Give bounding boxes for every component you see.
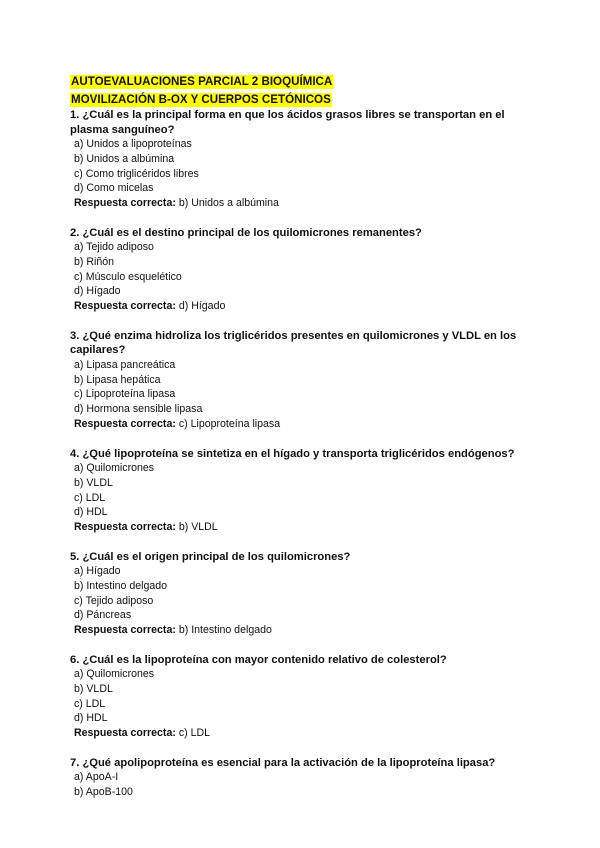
- answer-value: b) VLDL: [178, 520, 218, 533]
- option-b: b) ApoB-100: [74, 786, 133, 799]
- question-text: 3. ¿Qué enzima hidroliza los triglicéridos presentes en quilomicrones y VLDL en los capilares?: [70, 329, 517, 357]
- option-c: c) LDL: [74, 491, 106, 504]
- correct-answer: [74, 520, 540, 535]
- correct-answer: [74, 623, 540, 638]
- option-b: b) Intestino delgado: [74, 579, 168, 592]
- option-d: d) HDL: [74, 712, 108, 725]
- question-text: 1. ¿Cuál es la principal forma en que los ácidos grasos libres se transportan en el plasma sanguíneo?: [70, 109, 505, 136]
- question-5: [70, 550, 540, 638]
- option-a: a) ApoA-I: [74, 771, 119, 784]
- correct-answer: [74, 299, 540, 314]
- question-text: 4. ¿Qué lipoproteína se sintetiza en el hígado y transporta triglicéridos endógenos?: [70, 447, 515, 460]
- question-4: [70, 447, 540, 535]
- correct-answer: [74, 417, 540, 432]
- option-c: c) Tejido adiposo: [74, 594, 154, 607]
- option-b: b) VLDL: [74, 476, 113, 489]
- option-a: a) Tejido adiposo: [74, 241, 154, 254]
- title-line-2: MOVILIZACIÓN B-OX Y CUERPOS CETÓNICOS: [71, 93, 331, 106]
- option-c: c) Músculo esquelético: [74, 270, 182, 283]
- option-d: d) Hormona sensible lipasa: [74, 403, 203, 416]
- option-c: c) Lipoproteína lipasa: [74, 388, 176, 401]
- option-b: b) Lipasa hepática: [74, 373, 161, 386]
- question-text: 6. ¿Cuál es la lipoproteína con mayor contenido relativo de colesterol?: [70, 653, 447, 666]
- question-3: [70, 329, 540, 432]
- question-text: 2. ¿Cuál es el destino principal de los quilomicrones remanentes?: [70, 226, 422, 239]
- question-1: [70, 108, 540, 211]
- option-d: d) Hígado: [74, 285, 121, 298]
- answer-value: b) Intestino delgado: [178, 624, 272, 637]
- question-text: 5. ¿Cuál es el origen principal de los quilomicrones?: [70, 550, 351, 563]
- option-a: a) Quilomicrones: [74, 668, 155, 681]
- question-2: [70, 226, 540, 314]
- question-text: 7. ¿Qué apolipoproteína es esencial para la activación de la lipoproteína lipasa?: [70, 756, 496, 769]
- answer-value: b) Unidos a albúmina: [178, 197, 279, 209]
- option-d: d) Páncreas: [74, 609, 132, 622]
- answer-label: Respuesta correcta:: [74, 300, 176, 313]
- answer-label: Respuesta correcta:: [74, 197, 176, 209]
- question-6: [70, 653, 540, 741]
- option-a: a) Unidos a lipoproteínas: [74, 138, 192, 151]
- answer-label: Respuesta correcta:: [74, 520, 176, 533]
- option-b: b) VLDL: [74, 683, 113, 696]
- option-d: d) Como micelas: [74, 182, 154, 195]
- answer-label: Respuesta correcta:: [74, 417, 176, 430]
- option-c: c) Como triglicéridos libres: [74, 167, 199, 180]
- document-header: [70, 72, 540, 108]
- correct-answer: [74, 196, 540, 211]
- answer-value: c) LDL: [178, 727, 211, 740]
- answer-value: d) Hígado: [178, 300, 226, 313]
- answer-label: Respuesta correcta:: [74, 624, 176, 637]
- option-a: a) Quilomicrones: [74, 462, 155, 475]
- correct-answer: [74, 726, 540, 741]
- option-b: b) Riñón: [74, 256, 115, 268]
- option-b: b) Unidos a albúmina: [74, 152, 175, 165]
- answer-label: Respuesta correcta:: [74, 727, 176, 740]
- question-7: [70, 756, 540, 800]
- option-a: a) Hígado: [74, 565, 121, 578]
- option-a: a) Lipasa pancreática: [74, 359, 176, 371]
- option-d: d) HDL: [74, 506, 108, 519]
- title-line-1: AUTOEVALUACIONES PARCIAL 2 BIOQUÍMICA: [71, 75, 333, 88]
- document-page: [70, 72, 540, 800]
- option-c: c) LDL: [74, 697, 106, 710]
- answer-value: c) Lipoproteína lipasa: [178, 417, 281, 430]
